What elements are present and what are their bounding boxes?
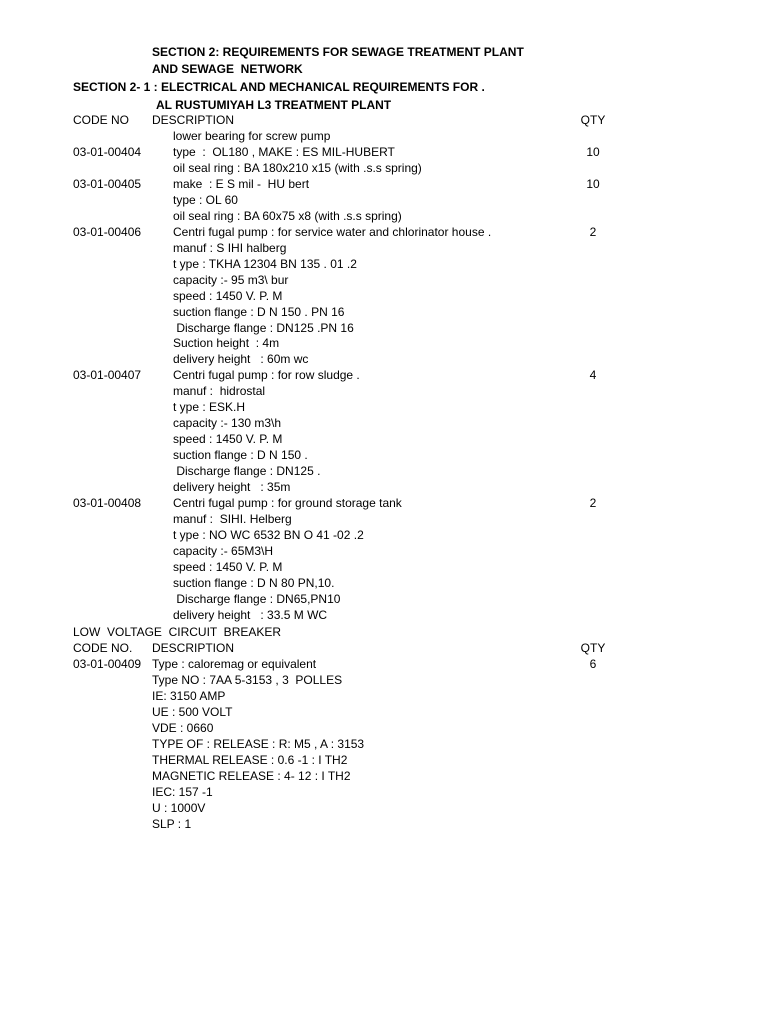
row-description: t ype : ESK.H xyxy=(173,400,246,415)
row-description: MAGNETIC RELEASE : 4- 12 : I TH2 xyxy=(152,769,351,783)
table-row xyxy=(0,607,768,623)
section-2-title-line2: AND SEWAGE NETWORK xyxy=(152,62,303,76)
row-description: manuf : SIHI. Helberg xyxy=(173,512,292,527)
table-row xyxy=(0,288,768,304)
row-description: type : OL180 , MAKE : ES MIL-HUBERT xyxy=(173,144,395,159)
table-row xyxy=(0,128,768,144)
row-description: suction flange : D N 80 PN,10. xyxy=(173,575,335,590)
table-row xyxy=(0,511,768,527)
table-row xyxy=(0,208,768,224)
row-description: capacity :- 130 m3\h xyxy=(173,416,282,431)
row-description: t ype : TKHA 12304 BN 135 . 01 .2 xyxy=(173,256,357,271)
row-description: manuf : S IHI halberg xyxy=(173,240,287,255)
table-row xyxy=(0,479,768,495)
row-description: TYPE OF : RELEASE : R: M5 , A : 3153 xyxy=(152,737,365,751)
table-row xyxy=(0,704,768,720)
table-row xyxy=(0,784,768,800)
section-2-title-line1: SECTION 2: REQUIREMENTS FOR SEWAGE TREATMENT PLANT xyxy=(152,45,524,59)
table-row xyxy=(0,399,768,415)
row-description: Centri fugal pump : for ground storage tank xyxy=(173,496,402,511)
table1-header-row xyxy=(0,112,768,128)
table-row xyxy=(0,160,768,176)
table1-description-header: DESCRIPTION xyxy=(152,113,235,127)
row-description: lower bearing for screw pump xyxy=(173,129,331,143)
table-row xyxy=(0,463,768,479)
row-description: Type : caloremag or equivalent xyxy=(152,657,317,671)
row-description: oil seal ring : BA 180x210 x15 (with .s.s spring) xyxy=(173,160,422,175)
table-row xyxy=(0,144,768,160)
table2-description-header: DESCRIPTION xyxy=(152,641,235,655)
table-row xyxy=(0,656,768,672)
table-row xyxy=(0,736,768,752)
row-description: Type NO : 7AA 5-3153 , 3 POLLES xyxy=(152,673,343,687)
section-2-1-heading xyxy=(0,79,768,95)
row-description: Discharge flange : DN125 .PN 16 xyxy=(173,320,354,335)
table-row xyxy=(0,351,768,367)
row-code: 03-01-00409 xyxy=(73,657,142,671)
table-row xyxy=(0,304,768,320)
section-2-heading-cont xyxy=(0,61,768,77)
row-description: speed : 1450 V. P. M xyxy=(173,559,283,574)
row-description: delivery height : 35m xyxy=(173,480,291,495)
row-description: type : OL 60 xyxy=(173,192,238,207)
table-row xyxy=(0,543,768,559)
table-row xyxy=(0,256,768,272)
table-row xyxy=(0,335,768,351)
row-description: oil seal ring : BA 60x75 x8 (with .s.s spring) xyxy=(173,208,402,223)
row-code: 03-01-00404 xyxy=(73,144,142,159)
section-2-1-heading-cont xyxy=(0,97,768,113)
row-description: VDE : 0660 xyxy=(152,721,214,735)
row-description: SLP : 1 xyxy=(152,817,192,831)
table-row xyxy=(0,431,768,447)
table2-title: LOW VOLTAGE CIRCUIT BREAKER xyxy=(73,625,282,639)
section-2-1-title-line1: SECTION 2- 1 : ELECTRICAL AND MECHANICAL REQUIREMENTS FOR . xyxy=(73,80,485,94)
row-description: Discharge flange : DN65,PN10 xyxy=(173,591,341,606)
table-row xyxy=(0,224,768,240)
row-description: speed : 1450 V. P. M xyxy=(173,432,283,447)
row-description: UE : 500 VOLT xyxy=(152,705,233,719)
row-description: IEC: 157 -1 xyxy=(152,785,213,799)
row-description: capacity :- 95 m3\ bur xyxy=(173,272,289,287)
table-row xyxy=(0,688,768,704)
table-row xyxy=(0,447,768,463)
table2-qty-header: QTY xyxy=(580,641,606,655)
row-description: Suction height : 4m xyxy=(173,336,280,351)
table-row xyxy=(0,527,768,543)
row-description: Discharge flange : DN125 . xyxy=(173,464,321,479)
row-description: suction flange : D N 150 . xyxy=(173,448,308,463)
row-description: delivery height : 33.5 M WC xyxy=(173,607,328,622)
table-row xyxy=(0,367,768,383)
table2-header-row xyxy=(0,640,768,656)
row-code: 03-01-00406 xyxy=(73,224,142,239)
table2-title-row xyxy=(0,624,768,640)
table-row xyxy=(0,240,768,256)
section-2-1-title-line2: AL RUSTUMIYAH L3 TREATMENT PLANT xyxy=(156,98,392,112)
table-row xyxy=(0,192,768,208)
row-qty: 10 xyxy=(586,144,600,159)
table-row xyxy=(0,559,768,575)
row-code: 03-01-00408 xyxy=(73,496,142,511)
row-qty: 2 xyxy=(589,224,597,239)
table-row xyxy=(0,320,768,336)
table-row xyxy=(0,816,768,832)
row-description: Centri fugal pump : for row sludge . xyxy=(173,368,360,383)
table-row xyxy=(0,720,768,736)
row-description: speed : 1450 V. P. M xyxy=(173,288,283,303)
table-row xyxy=(0,800,768,816)
table-row xyxy=(0,575,768,591)
table-row xyxy=(0,415,768,431)
row-qty: 6 xyxy=(589,657,597,671)
row-qty: 4 xyxy=(589,368,597,383)
row-description: IE: 3150 AMP xyxy=(152,689,226,703)
table-row xyxy=(0,752,768,768)
row-description: manuf : hidrostal xyxy=(173,384,266,399)
row-description: delivery height : 60m wc xyxy=(173,352,309,367)
row-description: t ype : NO WC 6532 BN O 41 -02 .2 xyxy=(173,528,364,542)
table-row xyxy=(0,383,768,399)
row-description: make : E S mil - HU bert xyxy=(173,176,310,191)
table-row xyxy=(0,272,768,288)
row-code: 03-01-00405 xyxy=(73,176,142,191)
row-qty: 10 xyxy=(586,176,600,191)
row-description: Centri fugal pump : for service water and chlorinator house . xyxy=(173,224,492,239)
table1-code-header: CODE NO xyxy=(73,113,130,127)
table-row xyxy=(0,591,768,607)
row-description: U : 1000V xyxy=(152,801,206,815)
table-row xyxy=(0,495,768,511)
row-description: suction flange : D N 150 . PN 16 xyxy=(173,304,345,319)
row-code: 03-01-00407 xyxy=(73,368,142,383)
row-qty: 2 xyxy=(589,496,597,511)
row-description: capacity :- 65M3\H xyxy=(173,543,274,558)
table1-qty-header: QTY xyxy=(580,113,606,127)
table-row xyxy=(0,768,768,784)
section-2-heading xyxy=(0,44,768,60)
table2-code-header: CODE NO. xyxy=(73,641,133,655)
table-row xyxy=(0,176,768,192)
row-description: THERMAL RELEASE : 0.6 -1 : I TH2 xyxy=(152,753,348,767)
table-row xyxy=(0,672,768,688)
